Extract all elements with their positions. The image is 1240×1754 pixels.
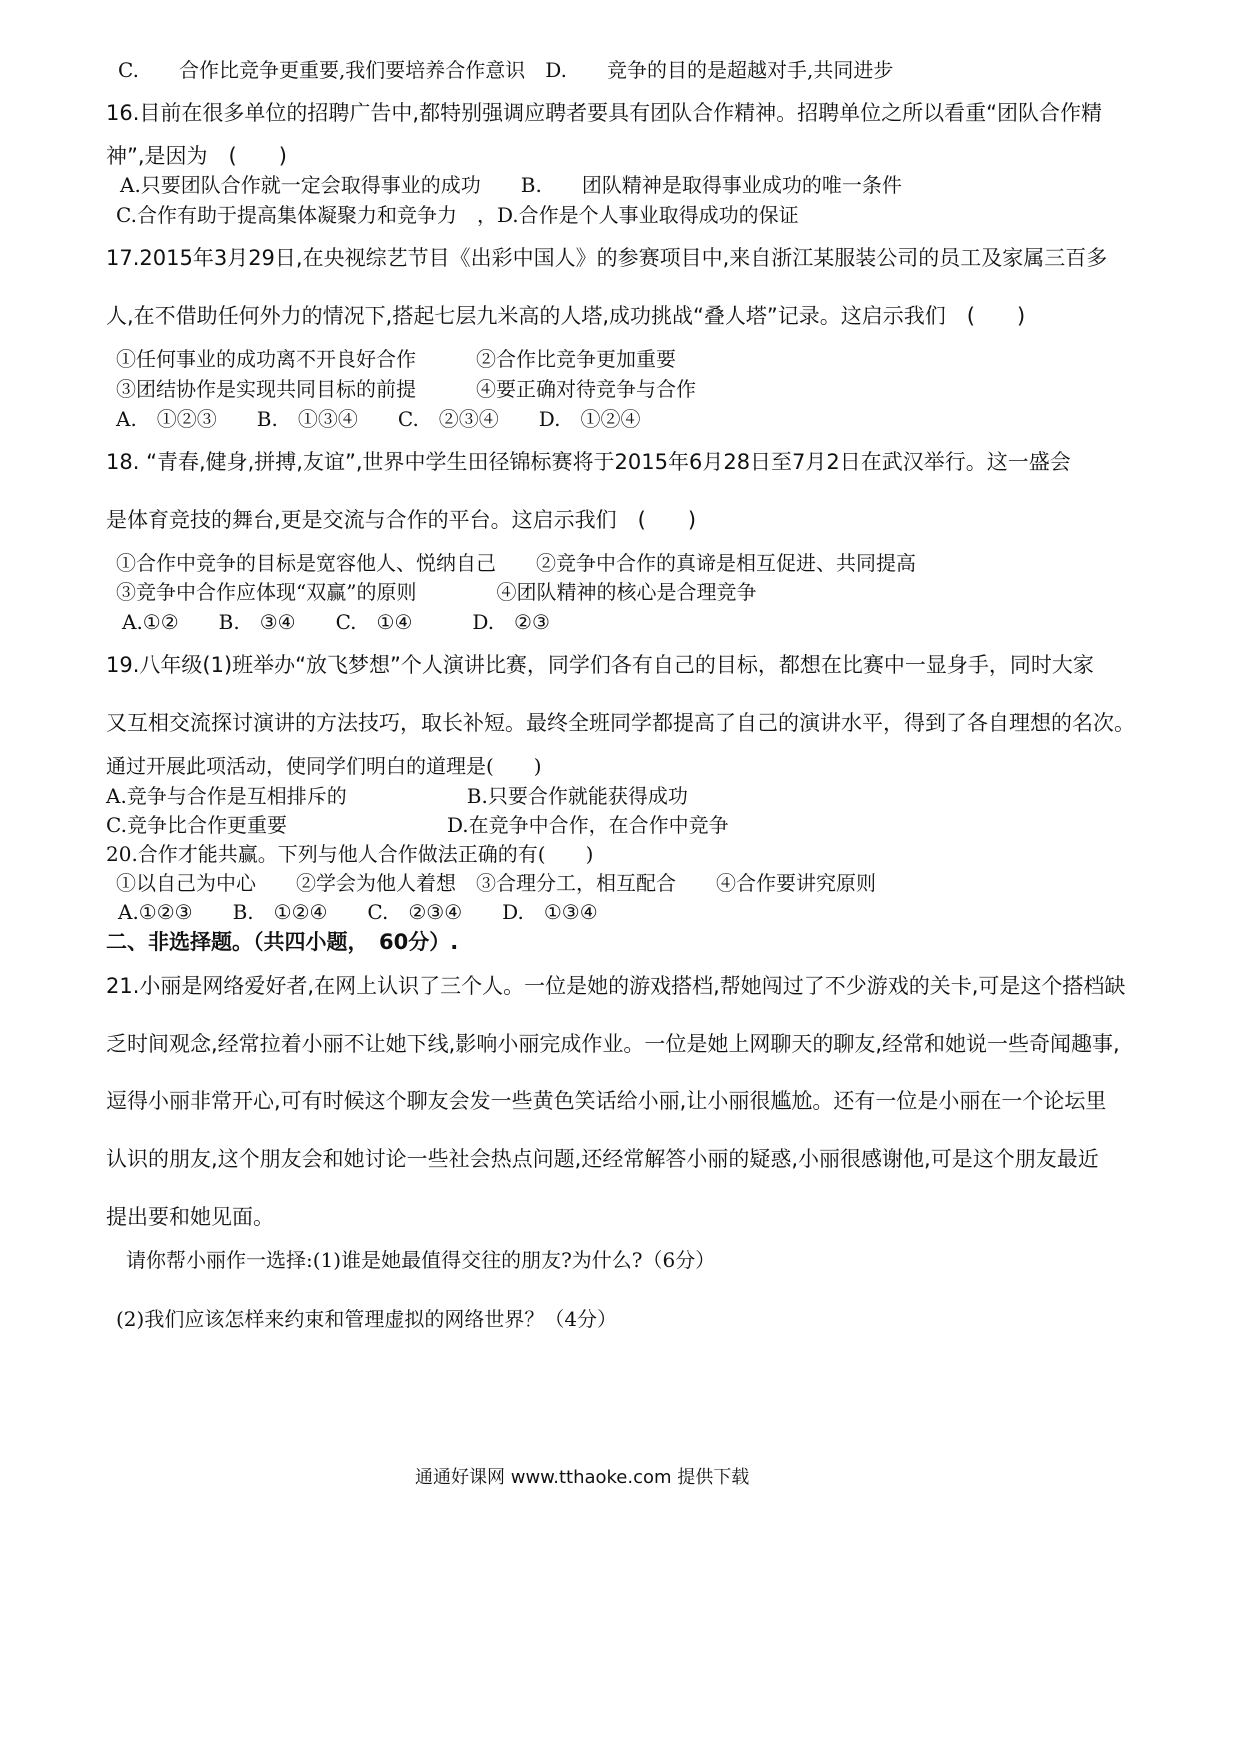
q21-subquestion-2: (2)我们应该怎样来约束和管理虚拟的网络世界？（4分）	[116, 1307, 618, 1331]
q21-stem-line1: 21.小丽是网络爱好者,在网上认识了三个人。一位是她的游戏搭档,帮她闯过了不少游戏的关卡,可是这个搭档缺	[106, 974, 1126, 998]
q17-statements-34: ③团结协作是实现共同目标的前提 ④要正确对待竞争与合作	[116, 377, 696, 401]
q18-statements-12: ①合作中竞争的目标是宽容他人、悦纳自己 ②竞争中合作的真谛是相互促进、共同提高	[116, 551, 916, 575]
q17-stem-line2: 人,在不借助任何外力的情况下,搭起七层九米高的人塔,成功挑战“叠人塔”记录。这启示我们 ( )	[106, 304, 1026, 328]
q17-options: A. ①②③ B. ①③④ C. ②③④ D. ①②④	[116, 407, 641, 431]
q18-stem-line1: 18. “青春,健身,拼搏,友谊”,世界中学生田径锦标赛将于2015年6月28日至7月2日在武汉举行。这一盛会	[106, 450, 1071, 474]
q21-subquestion-1: 请你帮小丽作一选择:(1)谁是她最值得交往的朋友?为什么?（6分）	[126, 1248, 716, 1272]
q17-stem-line1: 17.2015年3月29日,在央视综艺节目《出彩中国人》的参赛项目中,来自浙江某服装公司的员工及家属三百多	[106, 246, 1108, 270]
q19-stem-line2: 又互相交流探讨演讲的方法技巧，取长补短。最终全班同学都提高了自己的演讲水平，得到了各自理想的名次。	[106, 711, 1135, 735]
q21-stem-line5: 提出要和她见面。	[106, 1205, 274, 1229]
q21-stem-line2: 乏时间观念,经常拉着小丽不让她下线,影响小丽完成作业。一位是她上网聊天的聊友,经常和她说一些奇闻趣事,	[106, 1032, 1120, 1056]
q16-options-cd: C.合作有助于提高集体凝聚力和竞争力 ，D.合作是个人事业取得成功的保证	[116, 203, 799, 227]
q15-options-cd: C. 合作比竞争更重要,我们要培养合作意识 D. 竞争的目的是超越对手,共同进步	[118, 58, 894, 82]
q21-stem-line4: 认识的朋友,这个朋友会和她讨论一些社会热点问题,还经常解答小丽的疑惑,小丽很感谢他,可是这个朋友最近	[106, 1147, 1099, 1171]
q19-stem-line1: 19.八年级(1)班举办“放飞梦想”个人演讲比赛，同学们各有自己的目标，都想在比赛中一显身手，同时大家	[106, 653, 1094, 677]
q19-options-ab: A.竞争与合作是互相排斥的 B.只要合作就能获得成功	[106, 784, 688, 808]
q18-statements-34: ③竞争中合作应体现“双赢”的原则 ④团队精神的核心是合理竞争	[116, 580, 757, 604]
q20-statements: ①以自己为中心 ②学会为他人着想 ③合理分工，相互配合 ④合作要讲究原则	[116, 871, 876, 895]
footer-source: 通通好课网 www.tthaoke.com 提供下载	[415, 1467, 750, 1488]
q19-stem-line3: 通过开展此项活动，使同学们明白的道理是( )	[106, 754, 542, 778]
q17-statements-12: ①任何事业的成功离不开良好合作 ②合作比竞争更加重要	[116, 347, 676, 371]
q19-options-cd: C.竞争比合作更重要 D.在竞争中合作，在合作中竞争	[106, 813, 729, 837]
q16-stem-line2: 神”,是因为 ( )	[106, 144, 287, 168]
section-heading: 二、非选择题。（共四小题， 60分）.	[106, 930, 459, 954]
q18-options: A.①② B. ③④ C. ①④ D. ②③	[122, 610, 550, 634]
q18-stem-line2: 是体育竞技的舞台,更是交流与合作的平台。这启示我们 ( )	[106, 508, 697, 532]
q20-options: A.①②③ B. ①②④ C. ②③④ D. ①③④	[118, 900, 598, 924]
q20-stem: 20.合作才能共赢。下列与他人合作做法正确的有( )	[106, 842, 594, 866]
q16-stem-line1: 16.目前在很多单位的招聘广告中,都特别强调应聘者要具有团队合作精神。招聘单位之所以看重“团队合作精	[106, 101, 1102, 125]
q16-options-ab: A.只要团队合作就一定会取得事业的成功 B. 团队精神是取得事业成功的唯一条件	[120, 173, 902, 197]
q21-stem-line3: 逗得小丽非常开心,可有时候这个聊友会发一些黄色笑话给小丽,让小丽很尴尬。还有一位是小丽在一个论坛里	[106, 1089, 1107, 1113]
